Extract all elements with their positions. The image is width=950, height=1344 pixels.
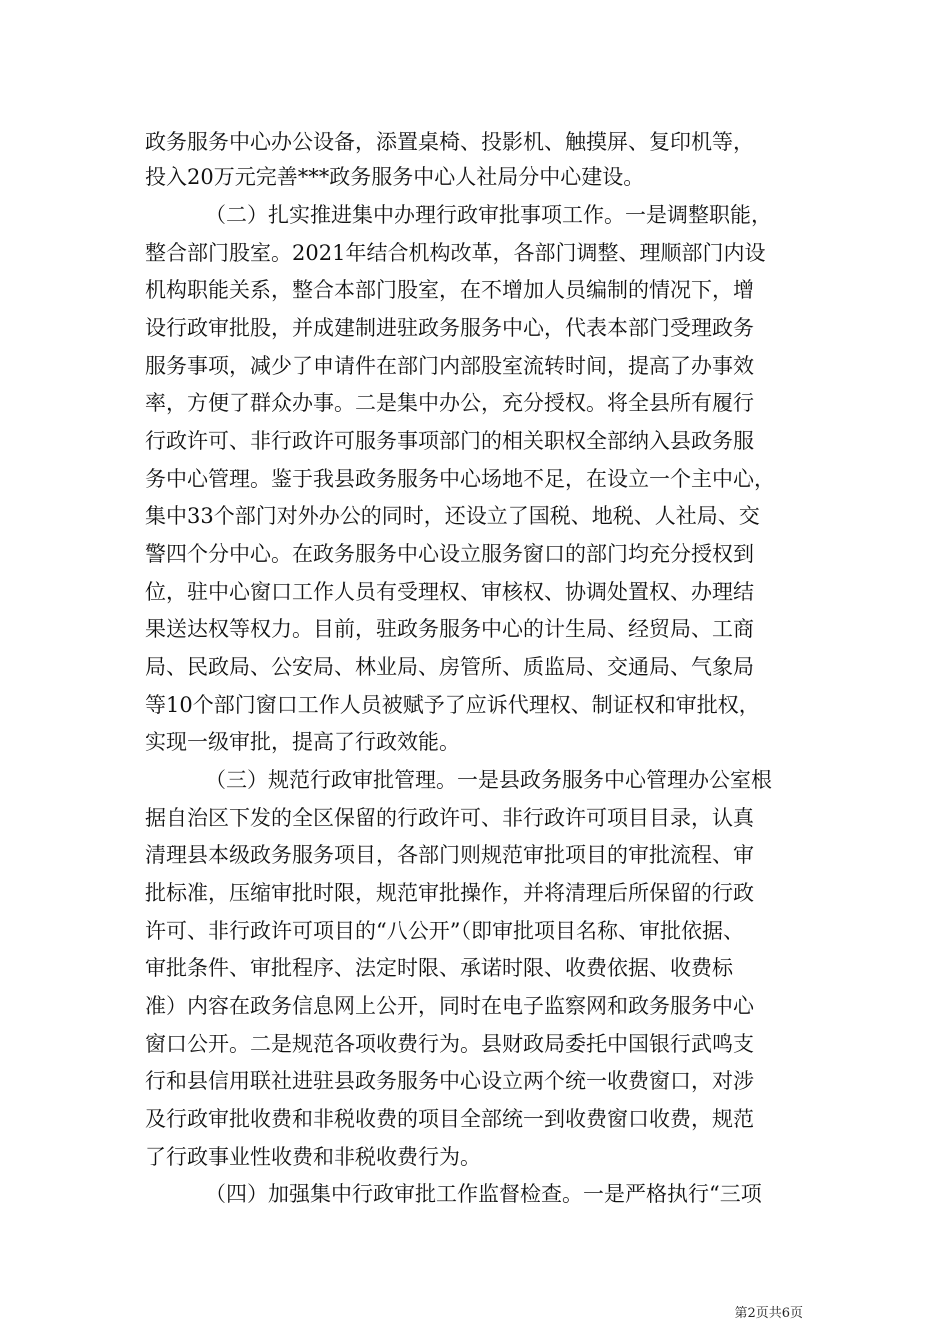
body-text-line: 位，驻中心窗口工作人员有受理权、审核权、协调处置权、办理结: [145, 580, 754, 604]
body-text-line: 窗口公开。二是规范各项收费行为。县财政局委托中国银行武鸣支: [145, 1032, 754, 1056]
page-number-footer: 第2页共6页: [734, 1306, 803, 1321]
paragraph-heading-3: （三）规范行政审批管理。一是县政务服务中心管理办公室根: [205, 768, 772, 792]
body-text-line: 清理县本级政务服务项目，各部门则规范审批项目的审批流程、审: [145, 843, 754, 867]
body-text-line: 行政许可、非行政许可服务事项部门的相关职权全部纳入县政务服: [145, 429, 754, 453]
body-text-line: 务中心管理。鉴于我县政务服务中心场地不足，在设立一个主中心，: [145, 467, 775, 491]
body-text-line: 政务服务中心办公设备，添置桌椅、投影机、触摸屏、复印机等，: [145, 130, 754, 154]
body-text-line: 审批条件、审批程序、法定时限、承诺时限、收费依据、收费标: [145, 956, 733, 980]
body-text-line: 行和县信用联社进驻县政务服务中心设立两个统一收费窗口，对涉: [145, 1069, 754, 1093]
body-text-line: 准）内容在政务信息网上公开，同时在电子监察网和政务服务中心: [145, 994, 754, 1018]
body-text-line: 服务事项，减少了申请件在部门内部股室流转时间，提高了办事效: [145, 354, 754, 378]
paragraph-heading-4: （四）加强集中行政审批工作监督检查。一是严格执行“三项: [205, 1182, 762, 1206]
body-text-line: 机构职能关系，整合本部门股室，在不增加人员编制的情况下，增: [145, 278, 754, 302]
body-text-line: 实现一级审批，提高了行政效能。: [145, 730, 460, 754]
body-text-line: 等10个部门窗口工作人员被赋予了应诉代理权、制证权和审批权，: [145, 693, 760, 717]
body-text-line: 及行政审批收费和非税收费的项目全部统一到收费窗口收费，规范: [145, 1107, 754, 1131]
body-text-line: 批标准，压缩审批时限，规范审批操作，并将清理后所保留的行政: [145, 881, 754, 905]
body-text-line: 局、民政局、公安局、林业局、房管所、质监局、交通局、气象局: [145, 655, 754, 679]
body-text-line: 整合部门股室。2021年结合机构改革，各部门调整、理顺部门内设: [145, 241, 766, 265]
body-text-line: 警四个分中心。在政务服务中心设立服务窗口的部门均充分授权到: [145, 542, 754, 566]
body-text-line: 率，方便了群众办事。二是集中办公，充分授权。将全县所有履行: [145, 391, 754, 415]
body-text-line: 了行政事业性收费和非税收费行为。: [145, 1145, 481, 1169]
body-text-line: 集中33个部门对外办公的同时，还设立了国税、地税、人社局、交: [145, 504, 760, 528]
body-text-line: 据自治区下发的全区保留的行政许可、非行政许可项目目录，认真: [145, 806, 754, 830]
body-text-line: 果送达权等权力。目前，驻政务服务中心的计生局、经贸局、工商: [145, 617, 754, 641]
body-text-line: 许可、非行政许可项目的“八公开”（即审批项目名称、审批依据、: [145, 919, 744, 943]
body-text-line: 投入20万元完善***政务服务中心人社局分中心建设。: [145, 165, 645, 189]
paragraph-heading-2: （二）扎实推进集中办理行政审批事项工作。一是调整职能，: [205, 203, 772, 227]
body-text-line: 设行政审批股，并成建制进驻政务服务中心，代表本部门受理政务: [145, 316, 754, 340]
